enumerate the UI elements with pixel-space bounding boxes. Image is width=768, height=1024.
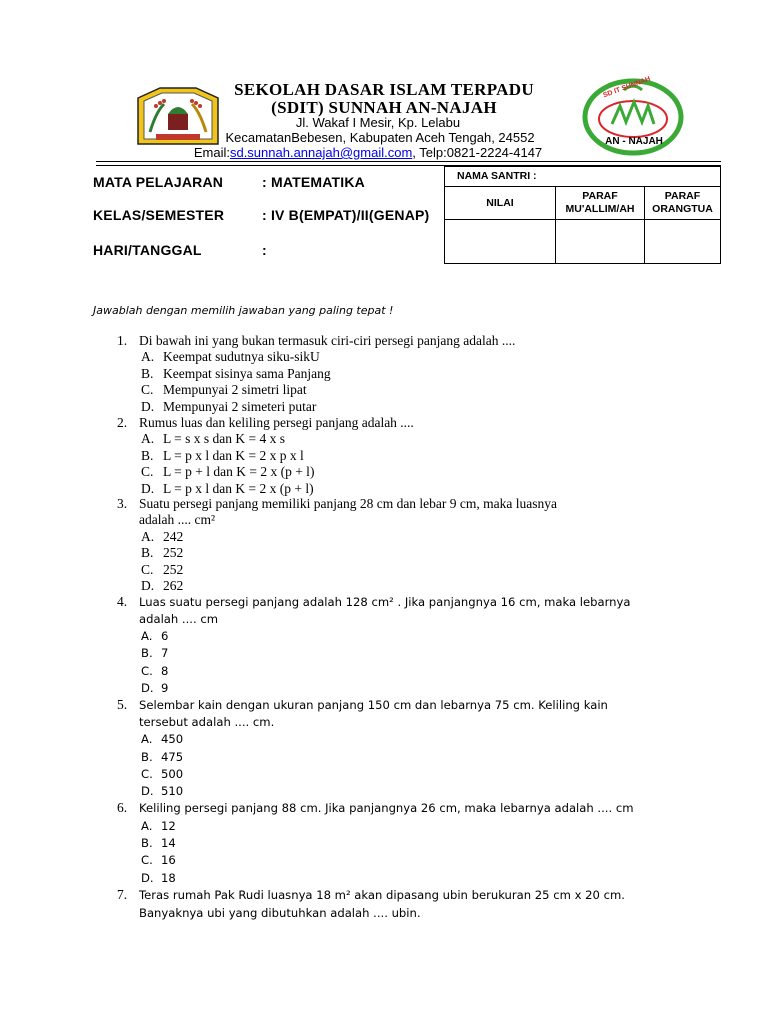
option-text: 242 bbox=[163, 528, 184, 544]
option-text: 8 bbox=[161, 664, 169, 678]
phone-text: , Telp:0821-2224-4147 bbox=[412, 145, 543, 160]
option-letter: B. bbox=[141, 646, 153, 660]
option-letter: D. bbox=[141, 681, 154, 695]
option-text: Keempat sisinya sama Panjang bbox=[163, 365, 331, 381]
class-label: KELAS/SEMESTER bbox=[93, 207, 225, 223]
option-letter: B. bbox=[141, 365, 154, 381]
grade-table bbox=[444, 166, 721, 264]
option-text: L = p x l dan K = 2 x (p + l) bbox=[163, 480, 314, 496]
option-text: Keempat sudutnya siku-sikU bbox=[163, 349, 320, 364]
option-text: 450 bbox=[161, 732, 184, 746]
option-text: 500 bbox=[161, 767, 184, 781]
teacher-sign-line2: MU'ALLIM/AH bbox=[565, 203, 635, 215]
instruction-text: Jawablah dengan memilih jawaban yang paling tepat ! bbox=[93, 304, 394, 317]
student-name-cell[interactable] bbox=[445, 167, 721, 187]
right-logo-bottom-text: AN - NAJAH bbox=[605, 136, 663, 147]
option-letter: C. bbox=[141, 561, 154, 577]
email-label: Email: bbox=[193, 145, 230, 160]
option-text: 14 bbox=[161, 836, 176, 850]
question-text-line1: Selembar kain dengan ukuran panjang 150 cm dan lebarnya 75 cm. Keliling kain bbox=[139, 698, 608, 712]
question-text: Rumus luas dan keliling persegi panjang adalah .... bbox=[139, 415, 414, 430]
option-text: 12 bbox=[161, 819, 176, 833]
school-name-line1: SEKOLAH DASAR ISLAM TERPADU bbox=[234, 80, 534, 99]
option-text: 16 bbox=[161, 853, 176, 867]
question-text-line1: Suatu persegi panjang memiliki panjang 28 cm dan lebar 9 cm, maka luasnya bbox=[139, 496, 558, 511]
question-text: Di bawah ini yang bukan termasuk ciri-ciri persegi panjang adalah .... bbox=[139, 333, 516, 348]
option-letter: C. bbox=[141, 382, 154, 397]
right-logo-top-text: SD IT SUNNAH bbox=[602, 75, 652, 100]
option-letter: A. bbox=[141, 732, 153, 746]
option-text: L = s x s dan K = 4 x s bbox=[163, 431, 285, 446]
option-text: L = p x l dan K = 2 x p x l bbox=[163, 447, 304, 463]
question-text-line1: Luas suatu persegi panjang adalah 128 cm² . Jika panjangnya 16 cm, maka lebarnya bbox=[139, 595, 631, 609]
option-letter: D. bbox=[141, 480, 155, 496]
option-letter: A. bbox=[141, 629, 153, 643]
option-letter: C. bbox=[141, 464, 154, 479]
option-letter: A. bbox=[141, 819, 153, 833]
date-value: : bbox=[262, 242, 267, 258]
teacher-sign-cell[interactable] bbox=[556, 220, 645, 264]
option-letter: B. bbox=[141, 545, 154, 560]
option-letter: D. bbox=[141, 784, 154, 798]
option-text: 262 bbox=[163, 578, 184, 593]
option-letter: D. bbox=[141, 578, 155, 593]
score-cell[interactable] bbox=[445, 220, 556, 264]
option-text: 7 bbox=[161, 646, 169, 660]
option-letter: C. bbox=[141, 853, 153, 867]
date-label: HARI/TANGGAL bbox=[93, 242, 202, 258]
option-letter: C. bbox=[141, 767, 153, 781]
option-letter: B. bbox=[141, 447, 154, 463]
option-text: 252 bbox=[163, 545, 184, 560]
teacher-sign-line1: PARAF bbox=[582, 190, 618, 202]
option-letter: A. bbox=[141, 349, 155, 364]
subject-label: MATA PELAJARAN bbox=[93, 174, 224, 190]
parent-sign-cell[interactable] bbox=[645, 220, 721, 264]
question-text-line2: tersebut adalah .... cm. bbox=[139, 715, 275, 729]
email-link[interactable]: sd.sunnah.annajah@gmail.com bbox=[229, 145, 413, 160]
school-emblem-right bbox=[582, 75, 684, 156]
teacher-sign-header bbox=[556, 187, 645, 220]
option-letter: A. bbox=[141, 431, 155, 446]
option-letter: B. bbox=[141, 750, 153, 764]
address-line2: KecamatanBebesen, Kabupaten Aceh Tengah, 24552 bbox=[225, 130, 535, 145]
option-text: 9 bbox=[161, 681, 169, 695]
option-text: L = p + l dan K = 2 x (p + l) bbox=[163, 464, 315, 479]
class-value: : IV B(EMPAT)/II(GENAP) bbox=[262, 207, 430, 223]
option-text: 475 bbox=[161, 750, 184, 764]
question-number: 6. bbox=[117, 800, 128, 815]
parent-sign-line1: PARAF bbox=[664, 190, 701, 202]
parent-sign-line2: ORANGTUA bbox=[652, 203, 713, 215]
school-name-line2: (SDIT) SUNNAH AN-NAJAH bbox=[271, 98, 497, 117]
option-text: 252 bbox=[163, 561, 184, 577]
parent-sign-header bbox=[645, 187, 721, 220]
question-text: Keliling persegi panjang 88 cm. Jika panjangnya 26 cm, maka lebarnya adalah .... cm bbox=[139, 801, 634, 815]
subject-value: : MATEMATIKA bbox=[262, 174, 365, 190]
question-number: 7. bbox=[117, 887, 128, 902]
question-number: 1. bbox=[117, 333, 128, 348]
option-letter: A. bbox=[141, 528, 155, 544]
option-letter: D. bbox=[141, 398, 155, 414]
option-text: Mempunyai 2 simetri lipat bbox=[163, 382, 307, 397]
question-text-line2: Banyaknya ubi yang dibutuhkan adalah .... ubin. bbox=[139, 906, 421, 920]
question-text-line1: Teras rumah Pak Rudi luasnya 18 m² akan dipasang ubin berukuran 25 cm x 20 cm. bbox=[139, 888, 625, 902]
option-text: Mempunyai 2 simeteri putar bbox=[163, 398, 317, 414]
score-header: NILAI bbox=[445, 187, 556, 220]
question-text-line2: adalah .... cm² bbox=[139, 512, 216, 527]
option-letter: D. bbox=[141, 871, 154, 885]
question-number: 3. bbox=[117, 496, 128, 511]
option-text: 510 bbox=[161, 784, 184, 798]
option-text: 18 bbox=[161, 871, 176, 885]
question-text-line2: adalah .... cm bbox=[139, 612, 219, 626]
option-letter: C. bbox=[141, 664, 153, 678]
option-text: 6 bbox=[161, 629, 169, 643]
option-letter: B. bbox=[141, 836, 153, 850]
address-line1: Jl. Wakaf I Mesir, Kp. Lelabu bbox=[295, 115, 461, 130]
header-divider bbox=[96, 161, 721, 162]
question-number: 5. bbox=[117, 697, 128, 712]
student-name-label: NAMA SANTRI : bbox=[457, 170, 537, 182]
question-number: 4. bbox=[117, 594, 128, 609]
question-number: 2. bbox=[117, 415, 128, 430]
